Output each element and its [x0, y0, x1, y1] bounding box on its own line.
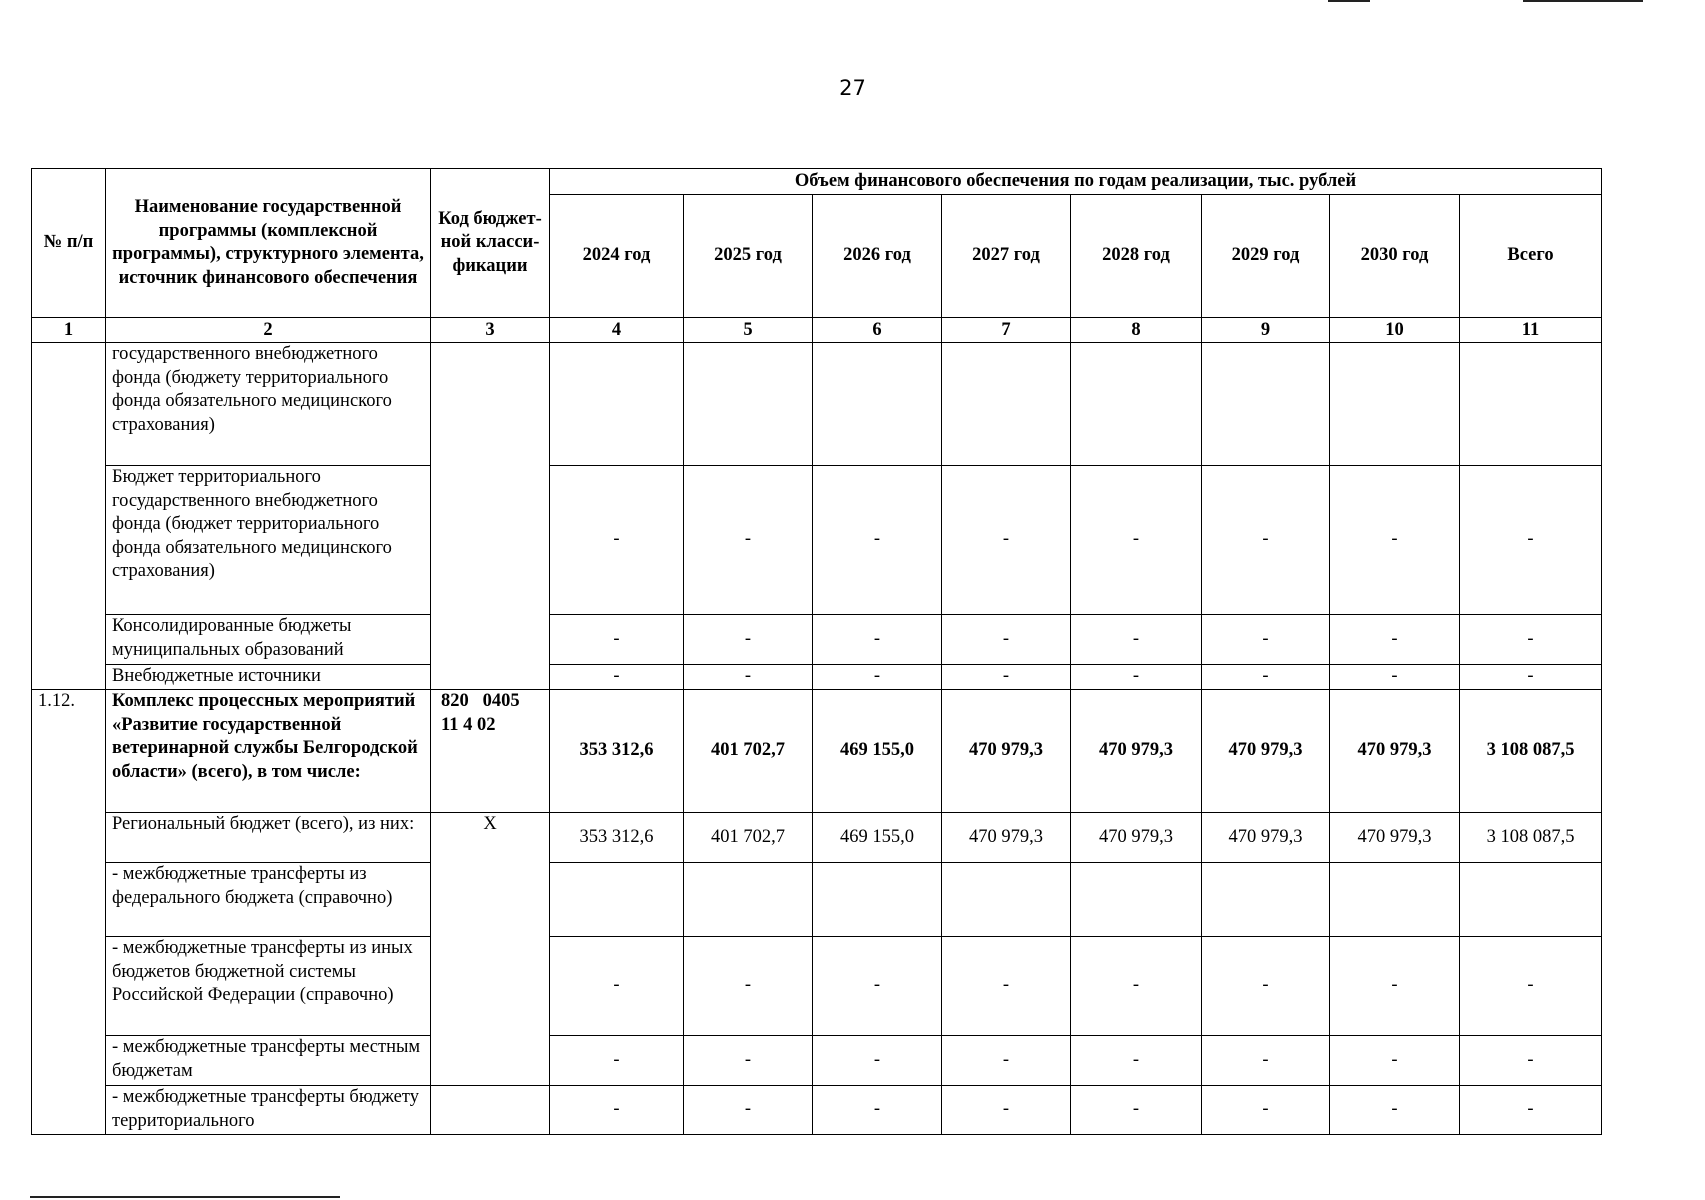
- value-cell: -: [684, 1036, 813, 1086]
- value-cell: [1202, 863, 1330, 937]
- header-code: Код бюджет- ной класси- фикации: [431, 169, 550, 318]
- row-name: - межбюджетные трансферты из федерального бюджета (справочно): [106, 863, 431, 937]
- table-row: [32, 665, 1602, 690]
- column-number-row: [32, 318, 1602, 343]
- value-cell: [550, 343, 684, 466]
- value-cell: -: [1071, 615, 1202, 665]
- value-cell: 401 702,7: [684, 813, 813, 863]
- value-cell: 353 312,6: [550, 690, 684, 813]
- value-cell: [1330, 863, 1460, 937]
- column-number: 5: [684, 318, 813, 343]
- value-cell: -: [1330, 665, 1460, 690]
- value-cell: -: [813, 615, 942, 665]
- header-volume: Объем финансового обеспечения по годам реализации, тыс. рублей: [550, 169, 1602, 195]
- header-no: № п/п: [32, 169, 106, 318]
- column-number: 8: [1071, 318, 1202, 343]
- value-cell: -: [1460, 615, 1602, 665]
- value-cell: 469 155,0: [813, 813, 942, 863]
- row-code-empty: [431, 343, 550, 690]
- value-cell: -: [942, 665, 1071, 690]
- value-cell: 470 979,3: [1330, 813, 1460, 863]
- column-number: 10: [1330, 318, 1460, 343]
- row-code-empty: [431, 1086, 550, 1135]
- column-number: 7: [942, 318, 1071, 343]
- column-number: 2: [106, 318, 431, 343]
- value-cell: 3 108 087,5: [1460, 813, 1602, 863]
- value-cell: 469 155,0: [813, 690, 942, 813]
- row-name: Региональный бюджет (всего), из них:: [106, 813, 431, 863]
- value-cell: 470 979,3: [1071, 813, 1202, 863]
- table-row: [32, 615, 1602, 665]
- value-cell: -: [942, 466, 1071, 615]
- value-cell: -: [1071, 1086, 1202, 1135]
- page-number: 27: [839, 76, 866, 100]
- row-name: Консолидированные бюджеты муниципальных образований: [106, 615, 431, 665]
- header-name: Наименование государственной программы (комплексной программы), структурного элемента, источник финансового обеспечения: [106, 169, 431, 318]
- row-code: Х: [431, 813, 550, 1086]
- value-cell: -: [1071, 1036, 1202, 1086]
- row-name: государственного внебюджетного фонда (бюджету территориального фонда обязательного медицинского страхования): [106, 343, 431, 466]
- value-cell: -: [1460, 466, 1602, 615]
- row-name: Комплекс процессных мероприятий «Развитие государственной ветеринарной службы Белгородской области» (всего), в том числе:: [106, 690, 431, 813]
- value-cell: [942, 343, 1071, 466]
- value-cell: -: [550, 1036, 684, 1086]
- row-name: - межбюджетные трансферты из иных бюджетов бюджетной системы Российской Федерации (справочно): [106, 937, 431, 1036]
- value-cell: 470 979,3: [1202, 813, 1330, 863]
- value-cell: -: [550, 615, 684, 665]
- value-cell: 353 312,6: [550, 813, 684, 863]
- value-cell: -: [550, 937, 684, 1036]
- value-cell: -: [1460, 1086, 1602, 1135]
- header-year-2029: 2029 год: [1202, 195, 1330, 318]
- value-cell: -: [813, 937, 942, 1036]
- value-cell: -: [1071, 466, 1202, 615]
- row-name: Бюджет территориального государственного внебюджетного фонда (бюджет территориального фонда обязательного медицинского страхования): [106, 466, 431, 615]
- value-cell: 470 979,3: [942, 813, 1071, 863]
- value-cell: [942, 863, 1071, 937]
- value-cell: -: [550, 466, 684, 615]
- value-cell: [813, 343, 942, 466]
- column-number: 4: [550, 318, 684, 343]
- value-cell: -: [1071, 937, 1202, 1036]
- financing-table: [31, 168, 1602, 1135]
- column-number: 1: [32, 318, 106, 343]
- value-cell: -: [1460, 1036, 1602, 1086]
- value-cell: -: [684, 665, 813, 690]
- table-row: [32, 813, 1602, 863]
- value-cell: -: [550, 665, 684, 690]
- value-cell: [684, 863, 813, 937]
- value-cell: 470 979,3: [942, 690, 1071, 813]
- value-cell: -: [1460, 665, 1602, 690]
- value-cell: -: [813, 466, 942, 615]
- value-cell: -: [813, 1036, 942, 1086]
- table-row: [32, 937, 1602, 1036]
- value-cell: -: [1202, 466, 1330, 615]
- value-cell: -: [1202, 937, 1330, 1036]
- column-number: 11: [1460, 318, 1602, 343]
- value-cell: -: [684, 937, 813, 1036]
- header-year-2027: 2027 год: [942, 195, 1071, 318]
- value-cell: [813, 863, 942, 937]
- value-cell: -: [942, 937, 1071, 1036]
- header-row-1: [32, 169, 1602, 195]
- value-cell: 470 979,3: [1202, 690, 1330, 813]
- value-cell: -: [1202, 665, 1330, 690]
- value-cell: -: [550, 1086, 684, 1135]
- table-row: [32, 863, 1602, 937]
- header-year-2028: 2028 год: [1071, 195, 1202, 318]
- header-year-2025: 2025 год: [684, 195, 813, 318]
- value-cell: 470 979,3: [1330, 690, 1460, 813]
- value-cell: [1071, 343, 1202, 466]
- value-cell: -: [942, 615, 1071, 665]
- value-cell: -: [1460, 937, 1602, 1036]
- table-row: [32, 1086, 1602, 1135]
- row-number-empty: [32, 343, 106, 690]
- row-number: 1.12.: [32, 690, 106, 1135]
- column-number: 3: [431, 318, 550, 343]
- value-cell: [684, 343, 813, 466]
- value-cell: 470 979,3: [1071, 690, 1202, 813]
- value-cell: [1202, 343, 1330, 466]
- value-cell: 3 108 087,5: [1460, 690, 1602, 813]
- value-cell: [1460, 863, 1602, 937]
- value-cell: [1460, 343, 1602, 466]
- header-year-2026: 2026 год: [813, 195, 942, 318]
- header-total: Всего: [1460, 195, 1602, 318]
- scan-artifact-line: [1523, 0, 1643, 2]
- column-number: 9: [1202, 318, 1330, 343]
- row-name: - межбюджетные трансферты бюджету территориального: [106, 1086, 431, 1135]
- table-row: [32, 343, 1602, 466]
- value-cell: -: [684, 615, 813, 665]
- table-row: [32, 466, 1602, 615]
- value-cell: 401 702,7: [684, 690, 813, 813]
- value-cell: -: [942, 1036, 1071, 1086]
- value-cell: -: [1071, 665, 1202, 690]
- value-cell: -: [1202, 615, 1330, 665]
- table-row: [32, 690, 1602, 813]
- value-cell: -: [1330, 937, 1460, 1036]
- value-cell: [1330, 343, 1460, 466]
- column-number: 6: [813, 318, 942, 343]
- value-cell: -: [1202, 1036, 1330, 1086]
- value-cell: [550, 863, 684, 937]
- row-name: Внебюджетные источники: [106, 665, 431, 690]
- value-cell: -: [1330, 615, 1460, 665]
- value-cell: -: [1330, 1086, 1460, 1135]
- value-cell: [1071, 863, 1202, 937]
- header-year-2024: 2024 год: [550, 195, 684, 318]
- scan-artifact-line: [1328, 0, 1370, 2]
- row-name: - межбюджетные трансферты местным бюджетам: [106, 1036, 431, 1086]
- value-cell: -: [942, 1086, 1071, 1135]
- header-year-2030: 2030 год: [1330, 195, 1460, 318]
- table-row: [32, 1036, 1602, 1086]
- value-cell: -: [1330, 1036, 1460, 1086]
- value-cell: -: [1330, 466, 1460, 615]
- value-cell: -: [813, 1086, 942, 1135]
- row-code: 820 0405 11 4 02: [431, 690, 550, 813]
- value-cell: -: [1202, 1086, 1330, 1135]
- value-cell: -: [813, 665, 942, 690]
- value-cell: -: [684, 1086, 813, 1135]
- scan-artifact-line: [30, 1196, 340, 1198]
- value-cell: -: [684, 466, 813, 615]
